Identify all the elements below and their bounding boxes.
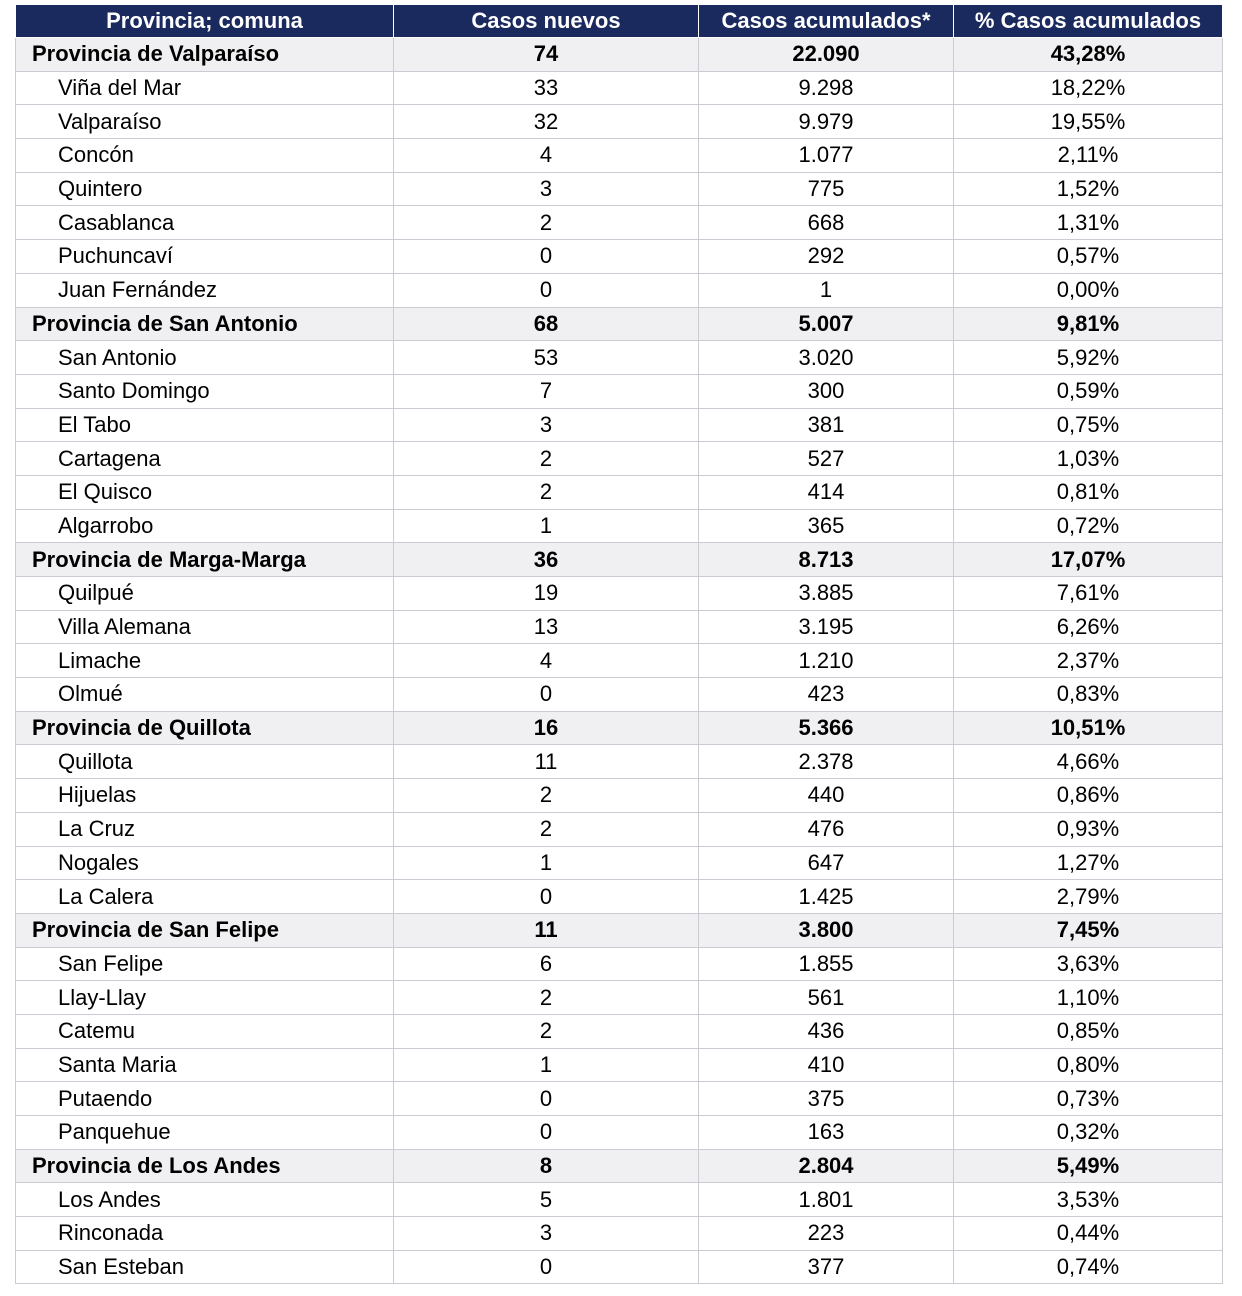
header-provincia-comuna: Provincia; comuna <box>16 5 394 38</box>
casos-acumulados-cell: 9.979 <box>699 105 954 139</box>
casos-nuevos-cell: 0 <box>394 1082 699 1116</box>
pct-casos-acumulados-cell: 2,79% <box>954 880 1223 914</box>
pct-casos-acumulados-cell: 0,73% <box>954 1082 1223 1116</box>
casos-nuevos-cell: 0 <box>394 240 699 274</box>
comuna-row <box>16 1217 1223 1251</box>
row-name: Limache <box>16 644 394 678</box>
comuna-row <box>16 509 1223 543</box>
pct-casos-acumulados-cell: 1,27% <box>954 846 1223 880</box>
table-header-row <box>16 5 1223 38</box>
casos-acumulados-cell: 2.804 <box>699 1149 954 1183</box>
casos-acumulados-cell: 3.800 <box>699 913 954 947</box>
row-name: San Esteban <box>16 1250 394 1284</box>
casos-nuevos-cell: 0 <box>394 880 699 914</box>
pct-casos-acumulados-cell: 5,92% <box>954 341 1223 375</box>
pct-casos-acumulados-cell: 0,85% <box>954 1014 1223 1048</box>
comuna-row <box>16 880 1223 914</box>
comuna-row <box>16 475 1223 509</box>
casos-nuevos-cell: 1 <box>394 1048 699 1082</box>
pct-casos-acumulados-cell: 0,83% <box>954 678 1223 712</box>
comuna-row <box>16 71 1223 105</box>
row-name: Juan Fernández <box>16 273 394 307</box>
comuna-row <box>16 172 1223 206</box>
row-name: Valparaíso <box>16 105 394 139</box>
casos-nuevos-cell: 2 <box>394 1014 699 1048</box>
comuna-row <box>16 206 1223 240</box>
casos-acumulados-cell: 377 <box>699 1250 954 1284</box>
casos-nuevos-cell: 4 <box>394 139 699 173</box>
casos-nuevos-cell: 1 <box>394 509 699 543</box>
comuna-row <box>16 1116 1223 1150</box>
pct-casos-acumulados-cell: 0,75% <box>954 408 1223 442</box>
casos-acumulados-cell: 1.077 <box>699 139 954 173</box>
pct-casos-acumulados-cell: 0,81% <box>954 475 1223 509</box>
casos-acumulados-cell: 5.007 <box>699 307 954 341</box>
pct-casos-acumulados-cell: 43,28% <box>954 38 1223 72</box>
casos-acumulados-cell: 1.855 <box>699 947 954 981</box>
casos-nuevos-cell: 53 <box>394 341 699 375</box>
pct-casos-acumulados-cell: 0,72% <box>954 509 1223 543</box>
row-name: Santo Domingo <box>16 374 394 408</box>
casos-acumulados-cell: 3.885 <box>699 577 954 611</box>
casos-acumulados-cell: 423 <box>699 678 954 712</box>
row-name: Provincia de Marga-Marga <box>16 543 394 577</box>
casos-nuevos-cell: 2 <box>394 442 699 476</box>
casos-nuevos-cell: 3 <box>394 1217 699 1251</box>
casos-acumulados-cell: 300 <box>699 374 954 408</box>
comuna-row <box>16 139 1223 173</box>
comuna-row <box>16 1048 1223 1082</box>
casos-acumulados-cell: 1.801 <box>699 1183 954 1217</box>
comuna-row <box>16 745 1223 779</box>
casos-acumulados-cell: 668 <box>699 206 954 240</box>
casos-acumulados-cell: 9.298 <box>699 71 954 105</box>
casos-acumulados-cell: 647 <box>699 846 954 880</box>
row-name: Quintero <box>16 172 394 206</box>
casos-nuevos-cell: 13 <box>394 610 699 644</box>
casos-nuevos-cell: 0 <box>394 1116 699 1150</box>
comuna-row <box>16 947 1223 981</box>
casos-nuevos-cell: 19 <box>394 577 699 611</box>
casos-nuevos-cell: 0 <box>394 678 699 712</box>
casos-nuevos-cell: 11 <box>394 913 699 947</box>
casos-acumulados-cell: 3.195 <box>699 610 954 644</box>
casos-acumulados-cell: 410 <box>699 1048 954 1082</box>
row-name: Quilpué <box>16 577 394 611</box>
comuna-row <box>16 846 1223 880</box>
casos-acumulados-cell: 527 <box>699 442 954 476</box>
pct-casos-acumulados-cell: 7,45% <box>954 913 1223 947</box>
casos-acumulados-cell: 163 <box>699 1116 954 1150</box>
casos-acumulados-cell: 1.425 <box>699 880 954 914</box>
comuna-row <box>16 341 1223 375</box>
row-name: Nogales <box>16 846 394 880</box>
table-body <box>16 38 1223 1284</box>
casos-nuevos-cell: 2 <box>394 475 699 509</box>
casos-nuevos-cell: 3 <box>394 172 699 206</box>
casos-acumulados-cell: 223 <box>699 1217 954 1251</box>
casos-acumulados-cell: 440 <box>699 779 954 813</box>
casos-acumulados-cell: 436 <box>699 1014 954 1048</box>
pct-casos-acumulados-cell: 1,03% <box>954 442 1223 476</box>
row-name: Catemu <box>16 1014 394 1048</box>
row-name: Panquehue <box>16 1116 394 1150</box>
row-name: Provincia de San Felipe <box>16 913 394 947</box>
comuna-row <box>16 1014 1223 1048</box>
casos-acumulados-cell: 476 <box>699 812 954 846</box>
comuna-row <box>16 374 1223 408</box>
casos-nuevos-cell: 16 <box>394 711 699 745</box>
casos-nuevos-cell: 1 <box>394 846 699 880</box>
header-casos-nuevos: Casos nuevos <box>394 5 699 38</box>
comuna-row <box>16 644 1223 678</box>
row-name: Santa Maria <box>16 1048 394 1082</box>
pct-casos-acumulados-cell: 9,81% <box>954 307 1223 341</box>
row-name: Olmué <box>16 678 394 712</box>
pct-casos-acumulados-cell: 10,51% <box>954 711 1223 745</box>
casos-acumulados-cell: 8.713 <box>699 543 954 577</box>
row-name: Quillota <box>16 745 394 779</box>
casos-acumulados-cell: 5.366 <box>699 711 954 745</box>
header-casos-acumulados: Casos acumulados* <box>699 5 954 38</box>
row-name: La Cruz <box>16 812 394 846</box>
pct-casos-acumulados-cell: 7,61% <box>954 577 1223 611</box>
row-name: Rinconada <box>16 1217 394 1251</box>
pct-casos-acumulados-cell: 0,74% <box>954 1250 1223 1284</box>
pct-casos-acumulados-cell: 1,10% <box>954 981 1223 1015</box>
comuna-row <box>16 1183 1223 1217</box>
comuna-row <box>16 812 1223 846</box>
pct-casos-acumulados-cell: 0,44% <box>954 1217 1223 1251</box>
row-name: Villa Alemana <box>16 610 394 644</box>
casos-nuevos-cell: 74 <box>394 38 699 72</box>
row-name: Provincia de Quillota <box>16 711 394 745</box>
casos-acumulados-cell: 381 <box>699 408 954 442</box>
casos-acumulados-cell: 1.210 <box>699 644 954 678</box>
province-row <box>16 913 1223 947</box>
row-name: Provincia de San Antonio <box>16 307 394 341</box>
row-name: Algarrobo <box>16 509 394 543</box>
casos-nuevos-cell: 0 <box>394 1250 699 1284</box>
comuna-row <box>16 408 1223 442</box>
casos-acumulados-cell: 3.020 <box>699 341 954 375</box>
casos-acumulados-cell: 292 <box>699 240 954 274</box>
casos-acumulados-cell: 22.090 <box>699 38 954 72</box>
province-row <box>16 1149 1223 1183</box>
pct-casos-acumulados-cell: 0,86% <box>954 779 1223 813</box>
casos-nuevos-cell: 2 <box>394 206 699 240</box>
province-row <box>16 38 1223 72</box>
pct-casos-acumulados-cell: 0,93% <box>954 812 1223 846</box>
casos-acumulados-cell: 775 <box>699 172 954 206</box>
pct-casos-acumulados-cell: 6,26% <box>954 610 1223 644</box>
comuna-row <box>16 610 1223 644</box>
casos-acumulados-cell: 375 <box>699 1082 954 1116</box>
pct-casos-acumulados-cell: 2,11% <box>954 139 1223 173</box>
row-name: Llay-Llay <box>16 981 394 1015</box>
row-name: Hijuelas <box>16 779 394 813</box>
pct-casos-acumulados-cell: 5,49% <box>954 1149 1223 1183</box>
row-name: Viña del Mar <box>16 71 394 105</box>
row-name: La Calera <box>16 880 394 914</box>
comuna-row <box>16 1082 1223 1116</box>
pct-casos-acumulados-cell: 0,80% <box>954 1048 1223 1082</box>
row-name: El Quisco <box>16 475 394 509</box>
pct-casos-acumulados-cell: 0,00% <box>954 273 1223 307</box>
casos-nuevos-cell: 2 <box>394 812 699 846</box>
casos-nuevos-cell: 5 <box>394 1183 699 1217</box>
row-name: Los Andes <box>16 1183 394 1217</box>
casos-acumulados-cell: 2.378 <box>699 745 954 779</box>
pct-casos-acumulados-cell: 17,07% <box>954 543 1223 577</box>
pct-casos-acumulados-cell: 18,22% <box>954 71 1223 105</box>
pct-casos-acumulados-cell: 0,32% <box>954 1116 1223 1150</box>
casos-nuevos-cell: 2 <box>394 981 699 1015</box>
row-name: San Antonio <box>16 341 394 375</box>
casos-nuevos-cell: 33 <box>394 71 699 105</box>
casos-acumulados-cell: 561 <box>699 981 954 1015</box>
row-name: Puchuncaví <box>16 240 394 274</box>
casos-nuevos-cell: 7 <box>394 374 699 408</box>
province-row <box>16 543 1223 577</box>
pct-casos-acumulados-cell: 0,59% <box>954 374 1223 408</box>
row-name: Provincia de Los Andes <box>16 1149 394 1183</box>
comuna-row <box>16 240 1223 274</box>
header-pct-casos-acumulados: % Casos acumulados <box>954 5 1223 38</box>
province-row <box>16 307 1223 341</box>
comuna-row <box>16 678 1223 712</box>
casos-acumulados-cell: 414 <box>699 475 954 509</box>
row-name: Provincia de Valparaíso <box>16 38 394 72</box>
casos-nuevos-cell: 4 <box>394 644 699 678</box>
casos-nuevos-cell: 0 <box>394 273 699 307</box>
cases-table-container <box>15 4 1222 1284</box>
pct-casos-acumulados-cell: 3,53% <box>954 1183 1223 1217</box>
casos-nuevos-cell: 68 <box>394 307 699 341</box>
pct-casos-acumulados-cell: 0,57% <box>954 240 1223 274</box>
cases-table <box>15 4 1223 1284</box>
casos-acumulados-cell: 1 <box>699 273 954 307</box>
casos-nuevos-cell: 32 <box>394 105 699 139</box>
pct-casos-acumulados-cell: 19,55% <box>954 105 1223 139</box>
pct-casos-acumulados-cell: 2,37% <box>954 644 1223 678</box>
casos-acumulados-cell: 365 <box>699 509 954 543</box>
comuna-row <box>16 442 1223 476</box>
comuna-row <box>16 105 1223 139</box>
casos-nuevos-cell: 8 <box>394 1149 699 1183</box>
pct-casos-acumulados-cell: 1,31% <box>954 206 1223 240</box>
casos-nuevos-cell: 6 <box>394 947 699 981</box>
comuna-row <box>16 577 1223 611</box>
casos-nuevos-cell: 36 <box>394 543 699 577</box>
row-name: Cartagena <box>16 442 394 476</box>
casos-nuevos-cell: 3 <box>394 408 699 442</box>
row-name: El Tabo <box>16 408 394 442</box>
comuna-row <box>16 981 1223 1015</box>
row-name: San Felipe <box>16 947 394 981</box>
row-name: Casablanca <box>16 206 394 240</box>
row-name: Concón <box>16 139 394 173</box>
comuna-row <box>16 273 1223 307</box>
pct-casos-acumulados-cell: 4,66% <box>954 745 1223 779</box>
comuna-row <box>16 1250 1223 1284</box>
casos-nuevos-cell: 2 <box>394 779 699 813</box>
province-row <box>16 711 1223 745</box>
casos-nuevos-cell: 11 <box>394 745 699 779</box>
row-name: Putaendo <box>16 1082 394 1116</box>
comuna-row <box>16 779 1223 813</box>
pct-casos-acumulados-cell: 1,52% <box>954 172 1223 206</box>
pct-casos-acumulados-cell: 3,63% <box>954 947 1223 981</box>
